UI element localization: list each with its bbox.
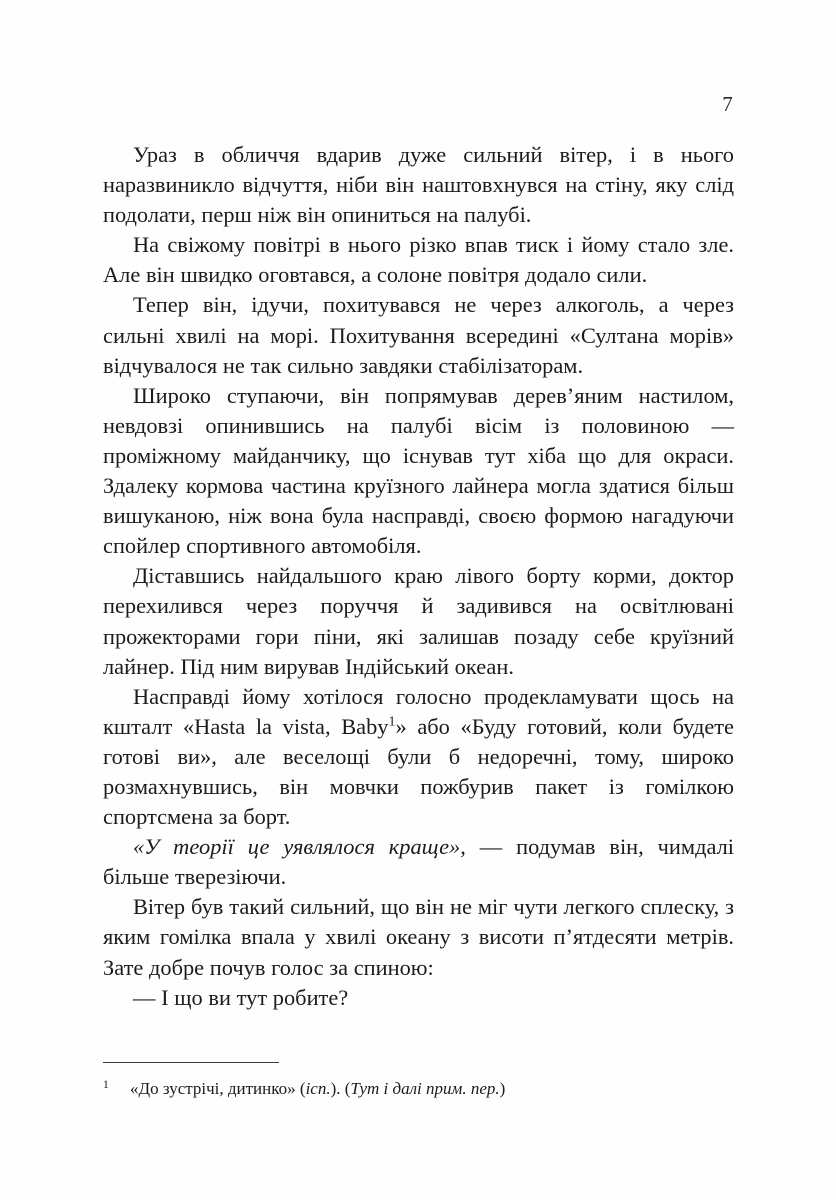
footnote-text-end: )	[499, 1079, 506, 1098]
paragraph-3: Тепер він, ідучи, похитувався не через алкоголь, а через сильні хвилі на морі. Похитування всередині «Султана морів» відчувалося не так сильно завдяки стабілізаторам.	[103, 292, 734, 378]
paragraph-9-dialogue: — І що ви тут робите?	[133, 984, 349, 1010]
paragraph-7	[103, 832, 734, 892]
paragraph-7-inner-thought: «У теорії це уявлялося краще»	[133, 834, 461, 860]
paragraph-2: На свіжому повітрі в нього різко впав тиск і йому стало зле. Але він швидко оговтався, а солоне повітря додало сили.	[103, 232, 734, 288]
paragraph-1: Ураз в обличчя вдарив дуже сильний вітер, і в нього наразвиникло відчуття, ніби він наштовхнувся на стіну, яку слід подолати, перш ніж він опиниться на палубі.	[103, 142, 734, 228]
footnote-text-lead: «До зустрічі, дитинко» (	[130, 1079, 306, 1098]
paragraph-4: Широко ступаючи, він попрямував дерев’яним настилом, невдовзі опинившись на палубі вісім із половиною — проміжному майданчику, що існував тут хіба що для окраси. Здалеку кормова частина круїзного лайнера могла здатися більш вишуканою, ніж вона була насправді, своєю формою нагадуючи спойлер спортивного автомобіля.	[103, 382, 734, 559]
paragraph-6-text-lead: Насправді йому хотілося голосно продекламувати щось на кшталт «Hasta la vista, Baby	[103, 683, 734, 739]
footnote-area	[103, 1062, 734, 1100]
footnote-language-abbr: ісп.	[305, 1079, 331, 1098]
footnote-reference-1[interactable]: 1	[388, 714, 396, 730]
paragraph-6	[103, 682, 734, 832]
paragraph-7-text-tail: , — подумав він, чимдалі більше тверезіючи.	[103, 834, 735, 890]
body-text-block	[103, 140, 734, 1013]
page-number: 7	[722, 92, 733, 116]
paragraph-5: Діставшись найдальшого краю лівого борту корми, доктор перехилився через поруччя й задивився на освітлювані прожекторами гори піни, які залишав позаду себе круїзний лайнер. Під ним вирував Індійський океан.	[103, 563, 734, 679]
footnote-separator-rule	[103, 1062, 279, 1063]
paragraph-6-text-tail: » або «Буду готовий, коли будете готові ви», але веселощі були б недоречні, тому, широко розмахнувшись, він мовчки пожбурив пакет із гомілкою спортсмена за борт.	[103, 713, 734, 830]
footnote-marker: 1	[103, 1079, 109, 1091]
paragraph-8: Вітер був такий сильний, що він не міг чути легкого сплеску, з яким гомілка впала у хвилі океану з висоти п’ятдесяти метрів. Зате добре почув голос за спиною:	[103, 894, 734, 980]
footnote-text-mid: ). (	[330, 1079, 351, 1098]
footnote-item-1	[103, 1077, 734, 1100]
footnote-translator-note: Тут і далі прим. пер.	[350, 1079, 500, 1098]
